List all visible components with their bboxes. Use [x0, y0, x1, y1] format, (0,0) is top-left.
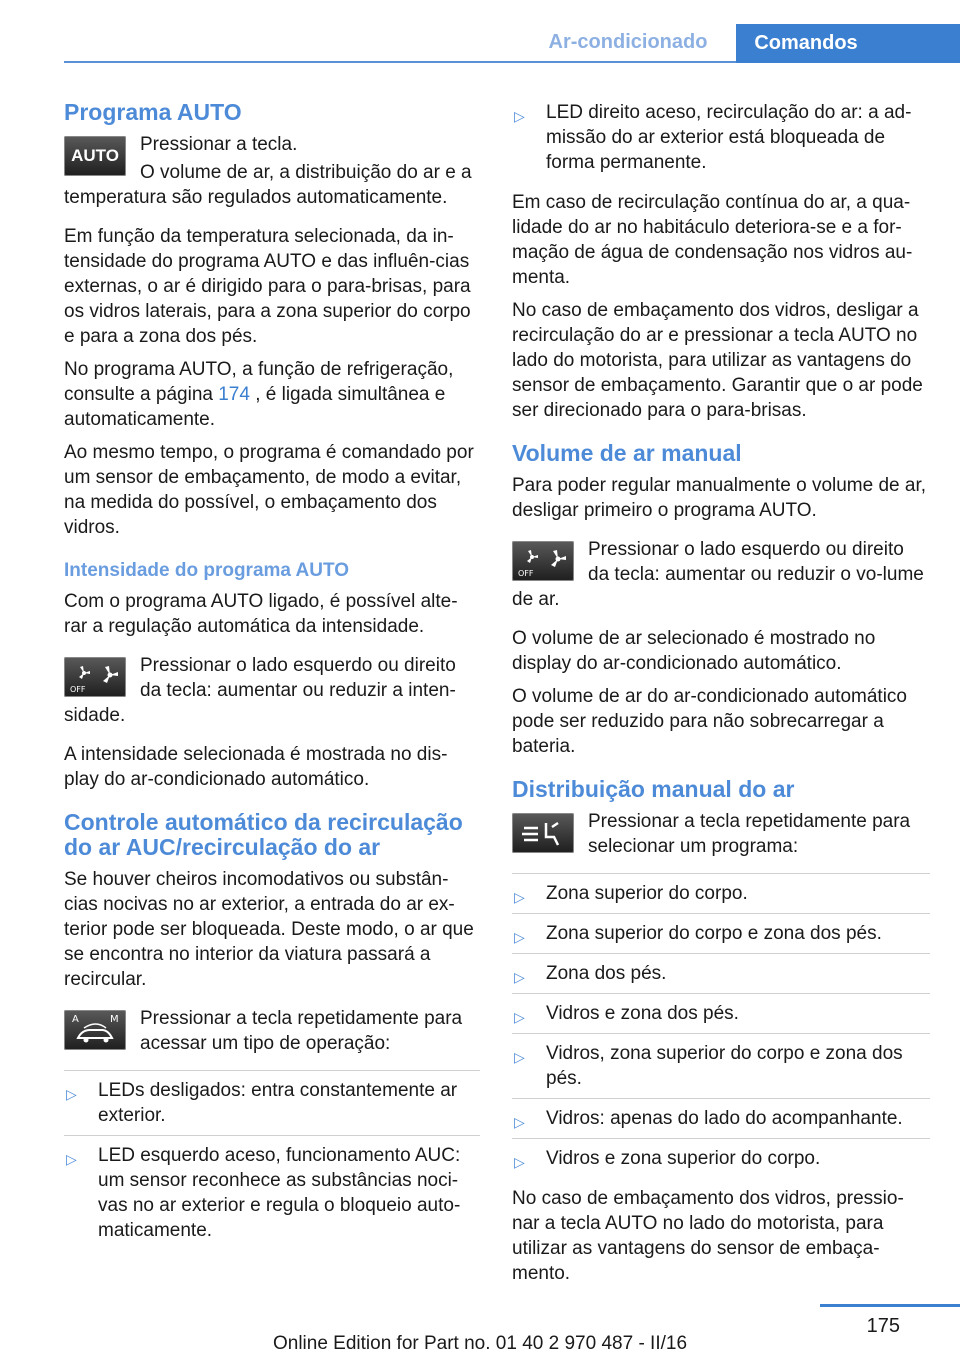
bullet-triangle-icon: ▷: [514, 1049, 525, 1065]
svg-text:A: A: [72, 1014, 79, 1025]
distribution-para-2: No caso de embaçamento dos vidros, pressio-nar a tecla AUTO no lado do motorista, para utilizar as vantagens do sensor de embaça-mento.: [512, 1188, 904, 1284]
bullet-triangle-icon: ▷: [514, 108, 525, 124]
header-tab-tail: [876, 24, 960, 63]
recirculation-button-icon: [64, 1010, 126, 1050]
list-item: ▷ Vidros e zona dos pés.: [512, 994, 930, 1034]
list-item: ▷ Zona superior do corpo e zona dos pés.: [512, 914, 930, 954]
heading-air-volume: Volume de ar manual: [512, 440, 742, 466]
distribution-program-list: [512, 873, 930, 1178]
header-section-title[interactable]: Ar-condicionado: [548, 31, 708, 53]
volume-para-4: O volume de ar do ar-condicionado automático pode ser reduzido para não sobrecarregar a bateria.: [512, 686, 908, 757]
bullet-triangle-icon: ▷: [514, 1009, 525, 1025]
list-item: ▷ Zona superior do corpo.: [512, 874, 930, 914]
fan-speed-button-icon: [64, 657, 126, 697]
heading-air-distribution: Distribuição manual do ar: [512, 776, 795, 802]
bullet-triangle-icon: ▷: [514, 889, 525, 905]
heading-recirculation: Controle automático da recirculação do ar AUC/recirculação do ar: [64, 809, 463, 860]
right-column: [512, 100, 930, 1294]
recirc-para-4: No caso de embaçamento dos vidros, desligar a recirculação do ar e pressionar a tecla AUTO no lado do motorista, para utilizar as vantagens do sensor de embaçamento. Garantir que o ar pode ser direcionado para o para-brisas.: [512, 300, 923, 421]
list-item: ▷ Vidros: apenas do lado do acompanhante.: [512, 1099, 930, 1139]
auto-button-icon: AUTO: [64, 136, 126, 176]
fan-icon: [64, 657, 126, 697]
bullet-triangle-icon: ▷: [514, 1114, 525, 1130]
recirc-mode-list: [64, 1070, 480, 1250]
auto-para-3: Em função da temperatura selecionada, da in-tensidade do programa AUTO e das influên-cias externas, o ar é dirigido para o para-brisas, para os vidros laterais, para a zona superior do corpo e para a zona dos pés.: [64, 226, 471, 347]
recirc-para-1: Se houver cheiros incomodativos ou substân-cias nocivas no ar exterior, a entrada do ar ex-terior pode ser bloqueada. Deste modo, o ar que se encontra no interior da viatura passará a recircular.: [64, 869, 474, 990]
intensity-para-3: A intensidade selecionada é mostrada no dis-play do ar-condicionado automático.: [64, 744, 448, 790]
auto-para-1: Pressionar a tecla.: [140, 134, 298, 155]
list-item: ▷ Vidros e zona superior do corpo.: [512, 1139, 930, 1178]
svg-text:OFF: OFF: [518, 569, 534, 578]
recirc-mode-list-continued: [512, 93, 930, 182]
auto-para-2: O volume de ar, a distribuição do ar e a temperatura são regulados automaticamente.: [64, 162, 472, 208]
list-item: ▷ Zona dos pés.: [512, 954, 930, 994]
edition-note: Online Edition for Part no. 01 40 2 970 487 - II/16: [272, 1333, 688, 1354]
recirc-para-2: Pressionar a tecla repetidamente para acessar um tipo de operação:: [140, 1008, 463, 1054]
heading-intensity: Intensidade do programa AUTO: [64, 560, 350, 581]
intensity-para-2: Pressionar o lado esquerdo ou direito da tecla: aumentar ou reduzir a inten-sidade.: [64, 655, 456, 726]
page-number: 175: [866, 1315, 900, 1337]
left-column: [64, 100, 480, 1258]
list-item: ▷ LED esquerdo aceso, funcionamento AUC: um sensor reconhece as substâncias noci-vas no ar exterior e regula o bloqueio auto-maticamente.: [66, 1145, 461, 1241]
fan-icon: [512, 541, 574, 581]
bullet-triangle-icon: ▷: [514, 929, 525, 945]
list-item: ▷ LED direito aceso, recirculação do ar: a ad-missão do ar exterior está bloqueada de forma permanente.: [514, 102, 912, 173]
bullet-triangle-icon: ▷: [514, 969, 525, 985]
list-item: ▷ Vidros, zona superior do corpo e zona dos pés.: [512, 1034, 930, 1099]
svg-text:OFF: OFF: [70, 685, 86, 694]
bullet-triangle-icon: ▷: [66, 1151, 77, 1167]
car-recirculation-icon: [64, 1010, 126, 1050]
header-chapter-tab[interactable]: Comandos: [736, 24, 876, 63]
footer-rule: [820, 1304, 960, 1307]
bullet-triangle-icon: ▷: [66, 1086, 77, 1102]
page-link-174[interactable]: 174: [218, 384, 250, 405]
air-volume-button-icon: [512, 541, 574, 581]
volume-para-3: O volume de ar selecionado é mostrado no display do ar-condicionado automático.: [512, 628, 876, 674]
air-distribution-button-icon: [512, 813, 574, 853]
volume-para-1: Para poder regular manualmente o volume de ar, desligar primeiro o programa AUTO.: [512, 475, 927, 521]
auto-para-5: Ao mesmo tempo, o programa é comandado por um sensor de embaçamento, de modo a evitar, na medida do possível, o embaçamento dos vidros.: [64, 442, 474, 538]
seat-airflow-icon: [512, 813, 574, 853]
recirc-para-3: Em caso de recirculação contínua do ar, a qua-lidade do ar no habitáculo deteriora-se e a for-mação de água de condensação nos vidros au-menta.: [512, 192, 913, 288]
svg-text:M: M: [110, 1014, 119, 1025]
distribution-para-1: Pressionar a tecla repetidamente para selecionar um programa:: [588, 811, 911, 857]
bullet-triangle-icon: ▷: [514, 1154, 525, 1170]
auto-para-4: No programa AUTO, a função de refrigeração, consulte a página 174 , é ligada simultânea e automaticamente.: [64, 359, 454, 430]
intensity-para-1: Com o programa AUTO ligado, é possível alte-rar a regulação automática da intensidade.: [64, 591, 458, 637]
heading-auto-program: Programa AUTO: [64, 99, 242, 125]
volume-para-2: Pressionar o lado esquerdo ou direito da tecla: aumentar ou reduzir o vo-lume de ar.: [512, 539, 924, 610]
list-item: ▷ LEDs desligados: entra constantemente ar exterior.: [64, 1071, 480, 1136]
